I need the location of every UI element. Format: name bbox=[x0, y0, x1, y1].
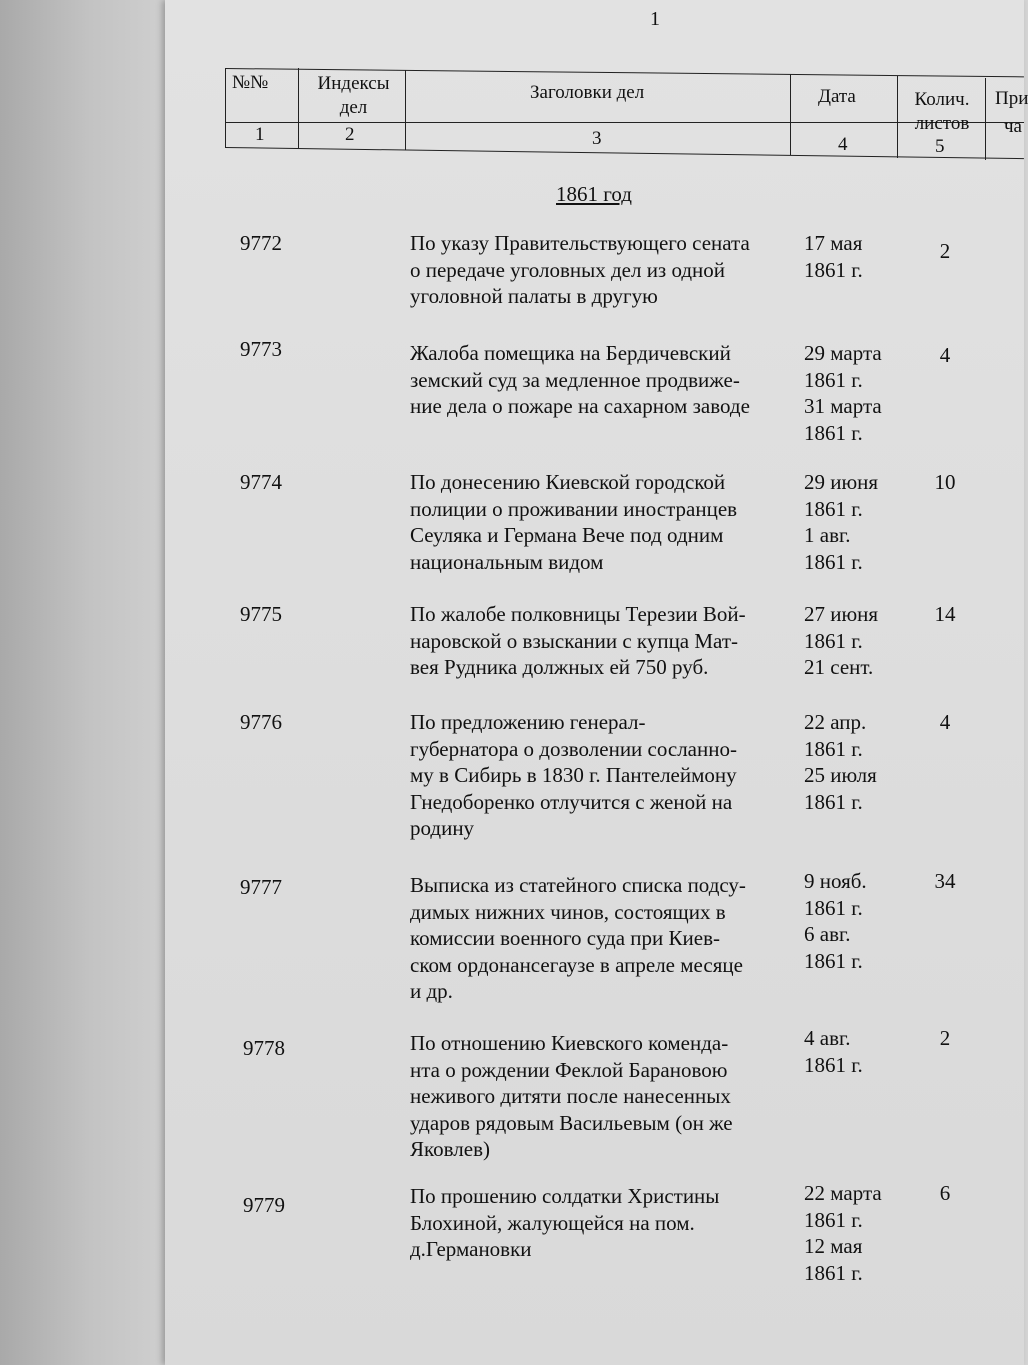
title-line: По жалобе полковницы Терезии Вой- bbox=[410, 602, 746, 626]
entry-index: 9773 bbox=[240, 337, 282, 361]
title-line: По предложению генерал- bbox=[410, 710, 646, 734]
date-line: 4 авг. bbox=[804, 1026, 851, 1050]
date-line: 31 марта bbox=[804, 394, 882, 418]
entry-date bbox=[804, 1180, 904, 1286]
entry-date bbox=[804, 709, 904, 815]
header-divider bbox=[985, 78, 986, 160]
date-line: 1861 г. bbox=[804, 367, 863, 392]
header-divider bbox=[405, 70, 406, 150]
header-col-num-1: 1 bbox=[255, 124, 265, 145]
title-line: По указу Правительствующего сената bbox=[410, 231, 750, 255]
entry-sheets: 6 bbox=[939, 1181, 951, 1205]
date-line: 17 мая bbox=[804, 231, 863, 255]
title-line: вея Рудника должных ей 750 руб. bbox=[410, 655, 709, 679]
date-line: 25 июля bbox=[804, 763, 877, 787]
header-title: Заголовки дел bbox=[530, 82, 645, 103]
header-sheets: Колич. листов bbox=[914, 89, 970, 134]
date-line: 1861 г. bbox=[804, 895, 863, 920]
title-line: комиссии военного суда при Киев- bbox=[410, 926, 720, 950]
date-line: 12 мая bbox=[804, 1234, 863, 1258]
title-line: губернатора о дозволении сосланно- bbox=[410, 736, 737, 761]
entry-index: 9779 bbox=[243, 1193, 285, 1217]
entry-title bbox=[410, 340, 795, 420]
title-line: По отношению Киевского коменда- bbox=[410, 1031, 729, 1055]
header-index: Индексы дел bbox=[317, 73, 390, 118]
date-line: 1 авг. bbox=[804, 523, 851, 547]
date-line: 22 апр. bbox=[804, 710, 867, 734]
header-divider bbox=[897, 76, 898, 158]
entry-index: 9778 bbox=[243, 1036, 285, 1060]
entry-date bbox=[804, 340, 904, 446]
title-line: национальным видом bbox=[410, 549, 604, 574]
title-line: Выписка из статейного списка подсу- bbox=[410, 873, 746, 897]
header-divider bbox=[225, 68, 226, 147]
entry-index: 9774 bbox=[240, 470, 282, 494]
date-line: 1861 г. bbox=[804, 789, 863, 814]
entry-title bbox=[410, 601, 795, 681]
entry-index: 9775 bbox=[240, 602, 282, 626]
title-line: димых нижних чинов, состоящих в bbox=[410, 899, 726, 924]
title-line: наровской о взыскании с купца Мат- bbox=[410, 628, 739, 653]
date-line: 6 авг. bbox=[804, 922, 851, 946]
entry-index: 9772 bbox=[240, 231, 282, 255]
entry-sheets: 2 bbox=[939, 239, 951, 263]
header-divider bbox=[298, 68, 299, 148]
date-line: 22 марта bbox=[804, 1181, 882, 1205]
header-divider bbox=[790, 74, 791, 155]
title-line: Жалоба помещика на Бердичевский bbox=[410, 341, 731, 365]
book-binding-shadow bbox=[0, 0, 165, 1365]
title-line: и др. bbox=[410, 979, 453, 1003]
title-line: По донесению Киевской городской bbox=[410, 470, 726, 494]
date-line: 1861 г. bbox=[804, 420, 863, 445]
title-line: полиции о проживании иностранцев bbox=[410, 496, 738, 521]
date-line: 1861 г. bbox=[804, 1207, 863, 1232]
header-col-num-5: 5 bbox=[935, 136, 945, 157]
entry-title bbox=[410, 469, 795, 575]
title-line: о передаче уголовных дел из одной bbox=[410, 257, 726, 282]
date-line: 1861 г. bbox=[804, 1260, 863, 1285]
date-line: 21 сент. bbox=[804, 655, 874, 679]
entry-date bbox=[804, 230, 904, 283]
entry-title bbox=[410, 709, 795, 842]
entry-date bbox=[804, 1025, 904, 1078]
entry-title bbox=[410, 1030, 795, 1163]
title-line: ударов рядовым Васильевым (он же bbox=[410, 1110, 733, 1135]
date-line: 1861 г. bbox=[804, 496, 863, 521]
entry-sheets: 34 bbox=[934, 869, 956, 893]
date-line: 9 нояб. bbox=[804, 869, 867, 893]
page-number: 1 bbox=[650, 8, 660, 30]
entry-sheets: 10 bbox=[934, 470, 956, 494]
title-line: д.Германовки bbox=[410, 1237, 532, 1261]
header-notes-partial: При bbox=[995, 88, 1028, 109]
entry-date bbox=[804, 601, 904, 681]
header-number: №№ bbox=[232, 72, 269, 93]
header-col-num-2: 2 bbox=[345, 124, 355, 145]
date-line: 29 марта bbox=[804, 341, 882, 365]
entry-index: 9776 bbox=[240, 710, 282, 734]
header-notes-partial-2: ча bbox=[1004, 116, 1022, 137]
header-date: Дата bbox=[818, 86, 856, 107]
year-heading: 1861 год bbox=[556, 182, 632, 206]
title-line: му в Сибирь в 1830 г. Пантелеймону bbox=[410, 763, 737, 787]
date-line: 29 июня bbox=[804, 470, 879, 494]
title-line: Яковлев) bbox=[410, 1137, 490, 1161]
title-line: уголовной палаты в другую bbox=[410, 284, 658, 308]
title-line: нта о рождении Феклой Барановою bbox=[410, 1057, 728, 1082]
entry-date bbox=[804, 469, 904, 575]
title-line: ние дела о пожаре на сахарном заводе bbox=[410, 394, 750, 418]
entry-sheets: 4 bbox=[939, 343, 951, 367]
entry-date bbox=[804, 868, 904, 974]
entry-sheets: 4 bbox=[939, 710, 951, 734]
date-line: 1861 г. bbox=[804, 549, 863, 574]
header-col-num-4: 4 bbox=[838, 134, 848, 155]
entry-title bbox=[410, 1183, 795, 1263]
title-line: родину bbox=[410, 816, 475, 840]
date-line: 27 июня bbox=[804, 602, 879, 626]
entry-title bbox=[410, 872, 795, 1005]
entry-sheets: 14 bbox=[934, 602, 956, 626]
title-line: неживого дитяти после нанесенных bbox=[410, 1084, 731, 1108]
title-line: земский суд за медленное продвиже- bbox=[410, 367, 740, 392]
title-line: Гнедоборенко отлучится с женой на bbox=[410, 789, 733, 814]
title-line: ском ордонансегаузе в апреле месяце bbox=[410, 952, 743, 977]
date-line: 1861 г. bbox=[804, 736, 863, 761]
header-col-num-3: 3 bbox=[592, 128, 602, 149]
date-line: 1861 г. bbox=[804, 257, 863, 282]
entry-title bbox=[410, 230, 795, 310]
title-line: Сеуляка и Германа Вече под одним bbox=[410, 523, 724, 547]
title-line: Блохиной, жалующейся на пом. bbox=[410, 1210, 695, 1235]
entry-index: 9777 bbox=[240, 875, 282, 899]
date-line: 1861 г. bbox=[804, 1052, 863, 1077]
date-line: 1861 г. bbox=[804, 948, 863, 973]
entry-sheets: 2 bbox=[939, 1026, 951, 1050]
title-line: По прошению солдатки Христины bbox=[410, 1184, 720, 1208]
date-line: 1861 г. bbox=[804, 628, 863, 653]
